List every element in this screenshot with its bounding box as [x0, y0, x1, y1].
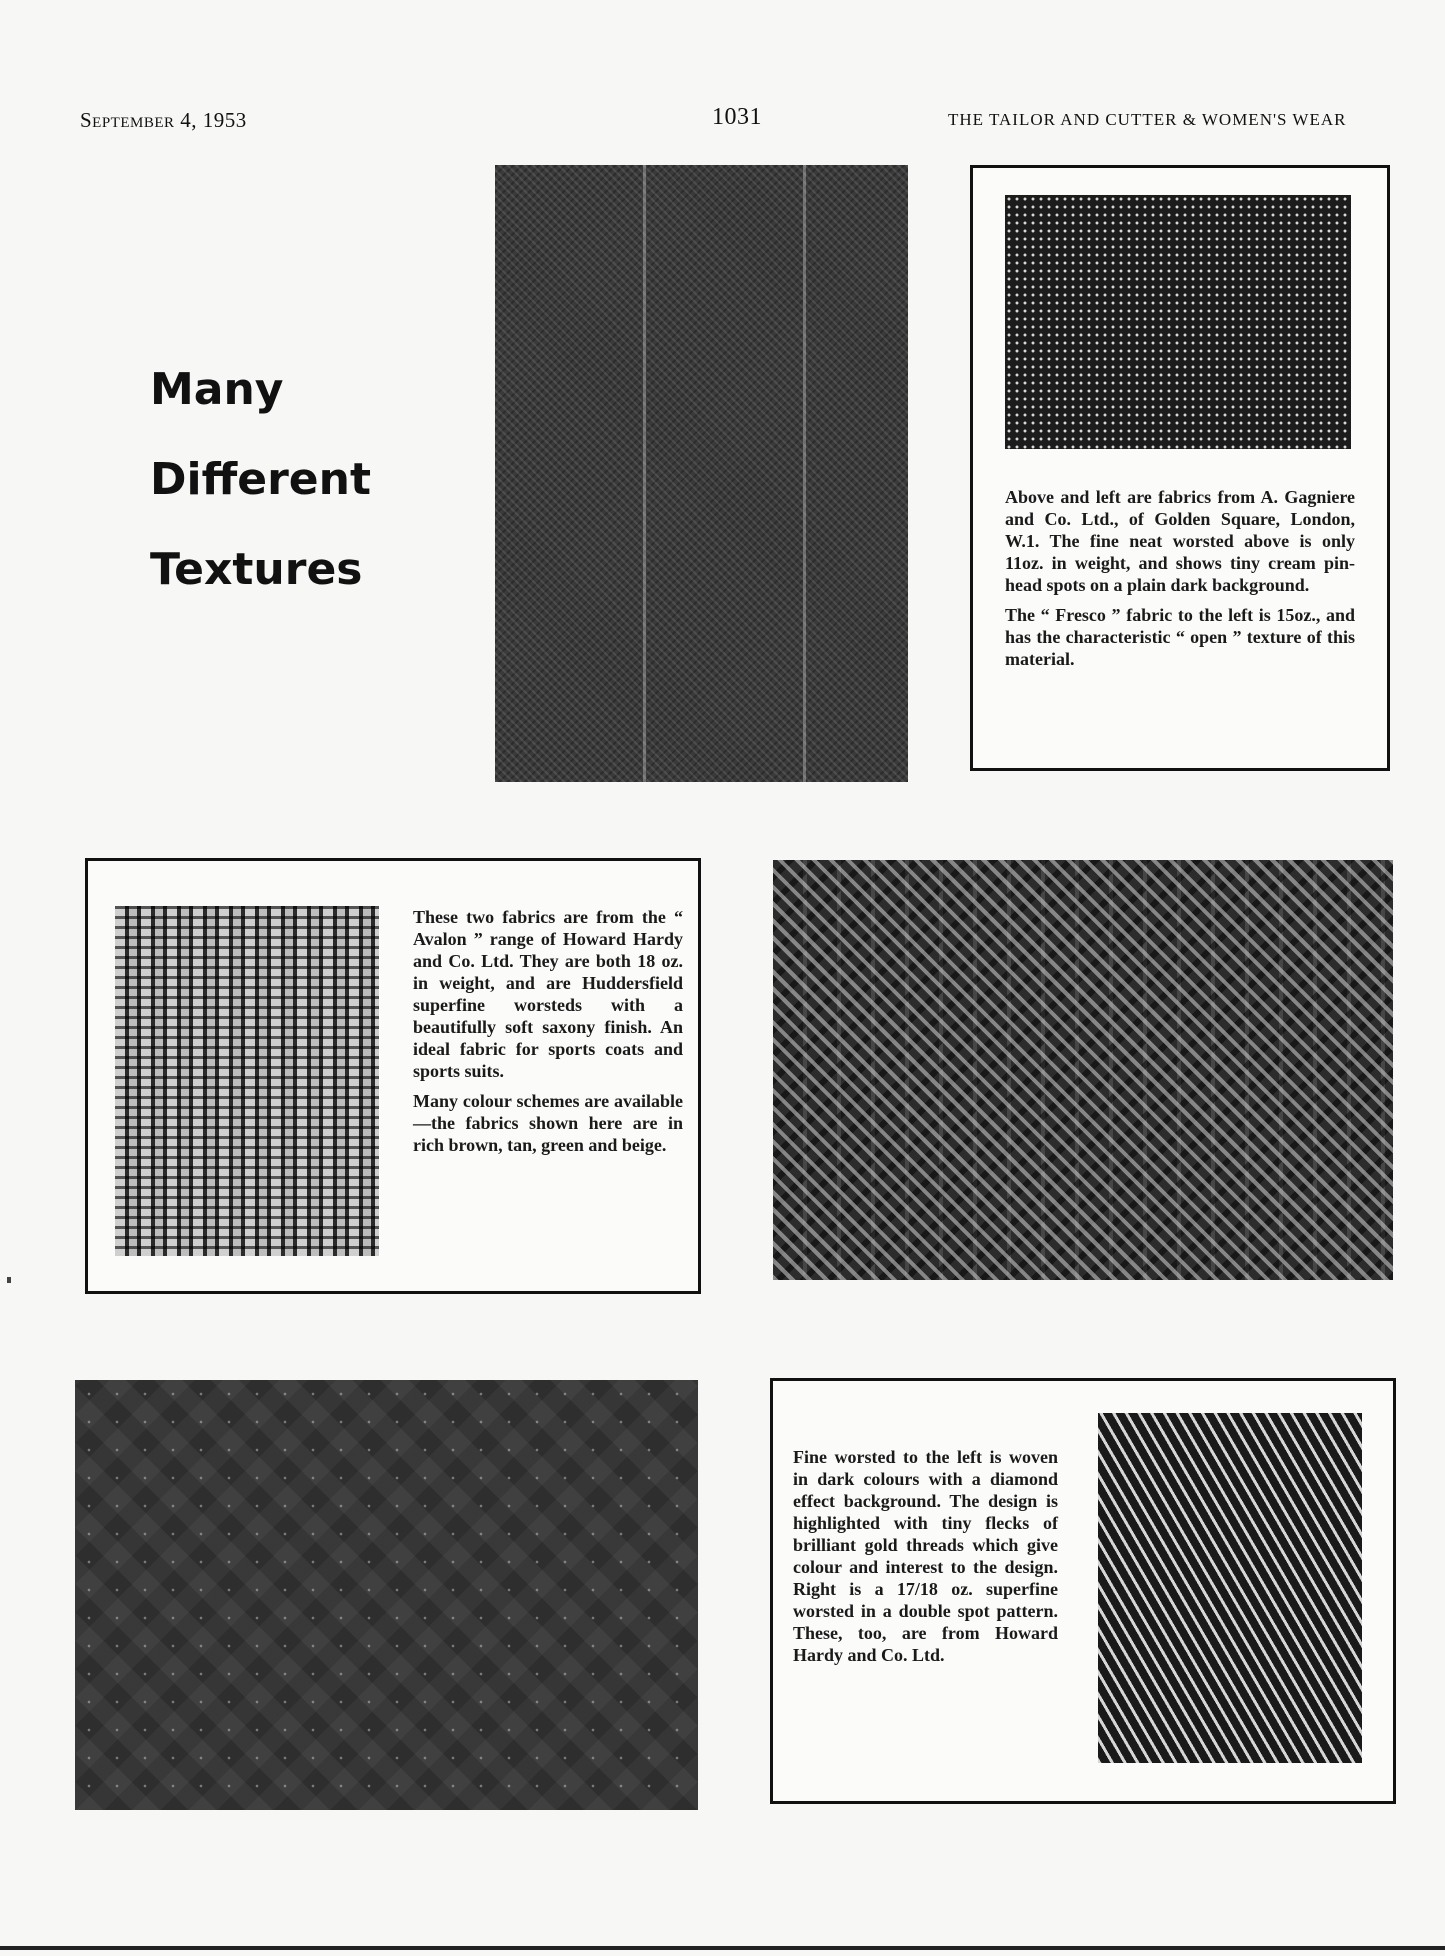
gagniere-caption-p2: The “ Fresco ” fabric to the left is 15oz., and has the characteristic “ open ” texture of this material.	[1005, 605, 1355, 669]
gagniere-caption-p1: Above and left are fabrics from A. Gagniere and Co. Ltd., of Golden Square, London, W.1. The fine neat worsted above is only 11oz. in weight, and shows tiny cream pin-head spots on a plain dark background.	[1005, 487, 1355, 595]
gagniere-caption	[1005, 486, 1355, 678]
worsted-caption-box	[770, 1378, 1396, 1804]
diamond-worsted-swatch	[75, 1380, 698, 1810]
herringbone-swatch	[773, 860, 1393, 1280]
headline	[150, 345, 470, 615]
avalon-caption-p2: Many colour schemes are available—the fabrics shown here are in rich brown, tan, green and beige.	[413, 1091, 683, 1155]
worsted-caption	[793, 1446, 1058, 1674]
avalon-caption-box	[85, 858, 701, 1294]
double-spot-swatch	[1098, 1413, 1362, 1763]
pinhead-spot-swatch	[1005, 195, 1351, 449]
page-number: 1031	[712, 104, 762, 130]
gagniere-caption-box	[970, 165, 1390, 771]
headline-line-3: Textures	[150, 544, 363, 595]
fresco-fabric-swatch	[495, 165, 908, 782]
avalon-caption	[413, 906, 683, 1164]
page-bottom-rule	[0, 1946, 1445, 1950]
publication-title: THE TAILOR AND CUTTER & WOMEN'S WEAR	[948, 110, 1347, 129]
headline-line-1: Many	[150, 364, 284, 415]
margin-mark	[7, 1277, 11, 1283]
headline-line-2: Different	[150, 454, 371, 505]
worsted-caption-p1: Fine worsted to the left is woven in dark colours with a diamond effect background. The design is highlighted with tiny flecks of brilliant gold threads which give colour and interest to the design. Right is a 17/18 oz. superfine worsted in a double spot pattern. These, too, are from Howard Hardy and Co. Ltd.	[793, 1447, 1058, 1665]
saxony-weave-swatch	[115, 906, 379, 1256]
issue-date: September 4, 1953	[80, 108, 247, 132]
avalon-caption-p1: These two fabrics are from the “ Avalon ” range of Howard Hardy and Co. Ltd. They are both 18 oz. in weight, and are Huddersfield superfine worsteds with a beautifully soft saxony finish. An ideal fabric for sports coats and sports suits.	[413, 907, 683, 1081]
